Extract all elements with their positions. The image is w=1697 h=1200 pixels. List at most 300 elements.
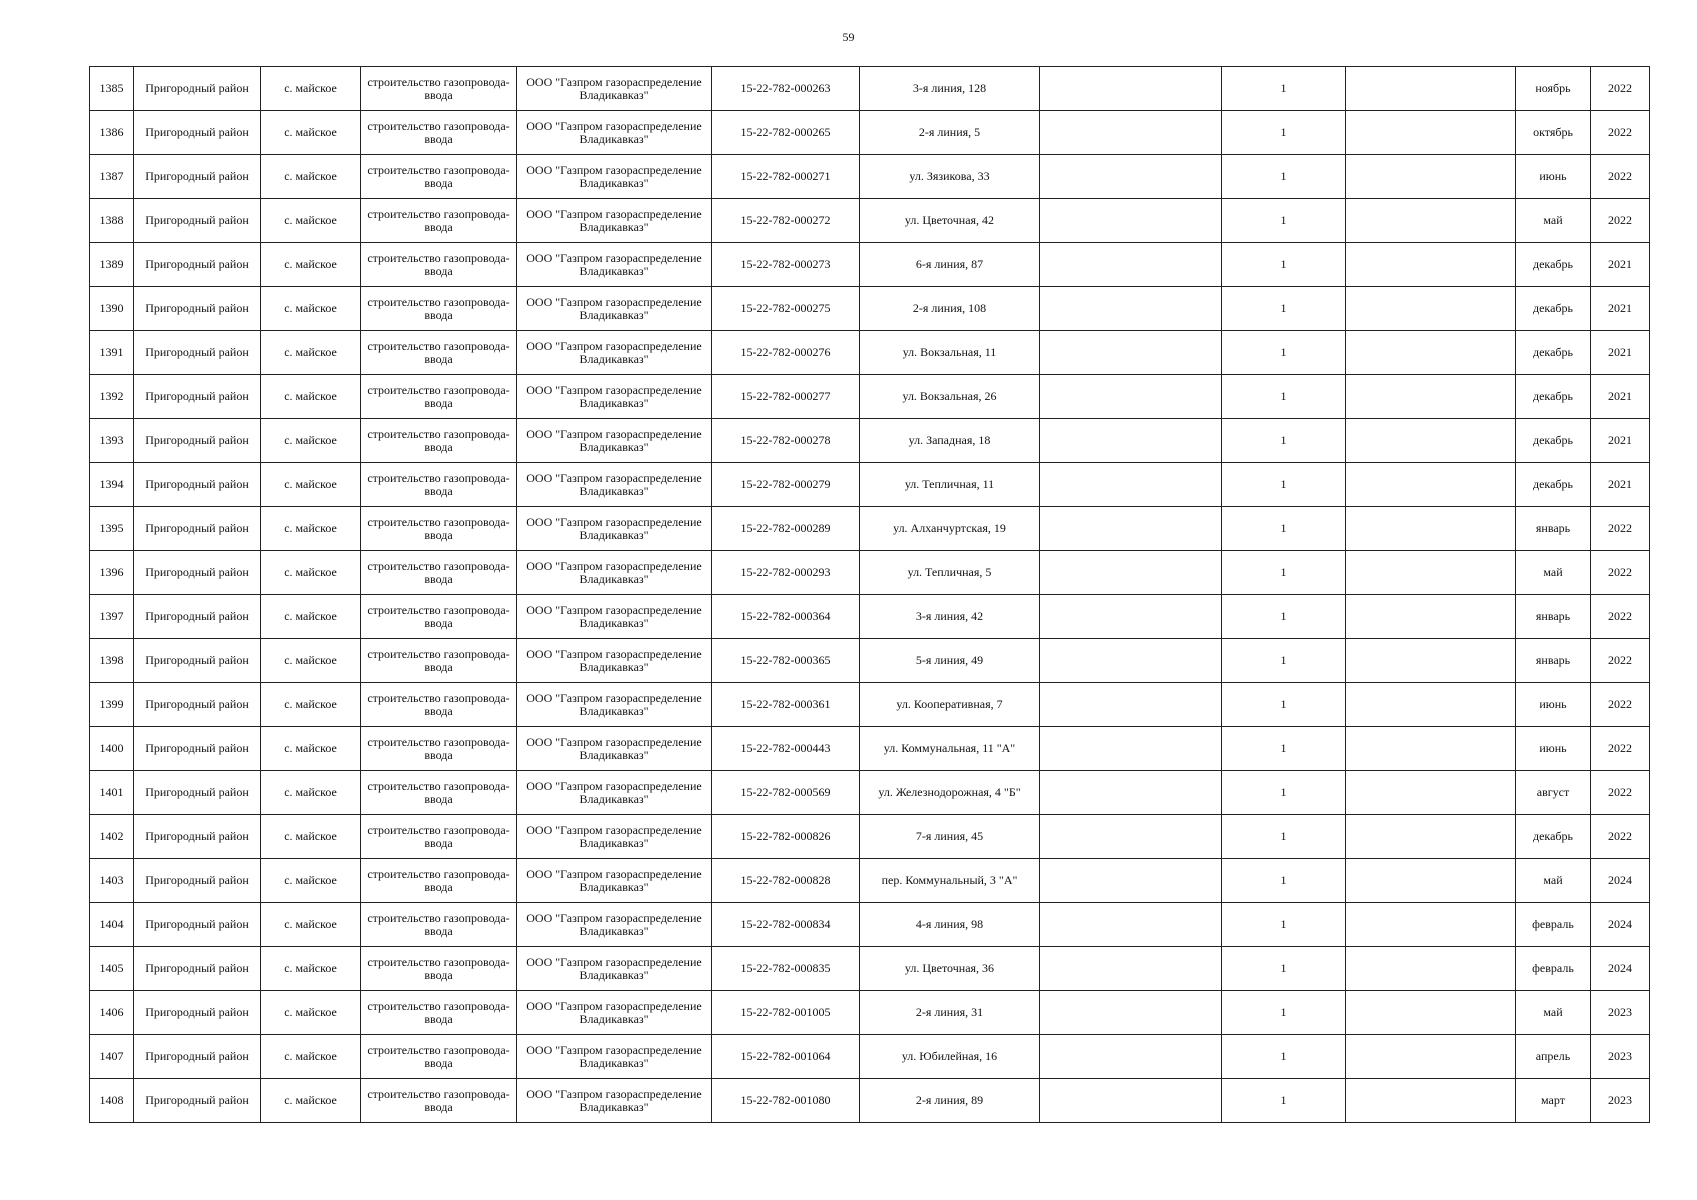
work-type-cell: строительство газопровода-ввода <box>361 155 517 199</box>
empty-cell-b <box>1346 815 1516 859</box>
quantity-cell: 1 <box>1222 155 1346 199</box>
year-cell: 2023 <box>1591 1079 1650 1123</box>
organization-cell: ООО "Газпром газораспределение Владикавказ" <box>517 419 712 463</box>
organization-cell: ООО "Газпром газораспределение Владикавказ" <box>517 243 712 287</box>
quantity-cell: 1 <box>1222 595 1346 639</box>
quantity-cell: 1 <box>1222 463 1346 507</box>
settlement-cell: с. майское <box>261 903 361 947</box>
year-cell: 2022 <box>1591 155 1650 199</box>
empty-cell-a <box>1040 991 1222 1035</box>
row-number-cell: 1390 <box>90 287 134 331</box>
year-cell: 2022 <box>1591 507 1650 551</box>
row-number-cell: 1407 <box>90 1035 134 1079</box>
work-type-cell: строительство газопровода-ввода <box>361 287 517 331</box>
district-cell: Пригородный район <box>134 507 261 551</box>
empty-cell-a <box>1040 375 1222 419</box>
organization-cell: ООО "Газпром газораспределение Владикавказ" <box>517 375 712 419</box>
month-cell: декабрь <box>1516 287 1591 331</box>
month-cell: декабрь <box>1516 815 1591 859</box>
empty-cell-a <box>1040 815 1222 859</box>
application-number-cell: 15-22-782-000276 <box>712 331 860 375</box>
application-number-cell: 15-22-782-000265 <box>712 111 860 155</box>
table-row <box>90 1079 1650 1123</box>
year-cell: 2021 <box>1591 419 1650 463</box>
table-row <box>90 67 1650 111</box>
year-cell: 2022 <box>1591 683 1650 727</box>
row-number-cell: 1400 <box>90 727 134 771</box>
empty-cell-b <box>1346 1035 1516 1079</box>
table-row <box>90 991 1650 1035</box>
table-row <box>90 683 1650 727</box>
year-cell: 2021 <box>1591 287 1650 331</box>
quantity-cell: 1 <box>1222 991 1346 1035</box>
table-row <box>90 375 1650 419</box>
empty-cell-b <box>1346 111 1516 155</box>
application-number-cell: 15-22-782-000263 <box>712 67 860 111</box>
empty-cell-a <box>1040 947 1222 991</box>
empty-cell-a <box>1040 639 1222 683</box>
settlement-cell: с. майское <box>261 815 361 859</box>
settlement-cell: с. майское <box>261 463 361 507</box>
month-cell: ноябрь <box>1516 67 1591 111</box>
table-row <box>90 507 1650 551</box>
quantity-cell: 1 <box>1222 375 1346 419</box>
work-type-cell: строительство газопровода-ввода <box>361 375 517 419</box>
empty-cell-a <box>1040 419 1222 463</box>
table-row <box>90 287 1650 331</box>
empty-cell-a <box>1040 727 1222 771</box>
settlement-cell: с. майское <box>261 595 361 639</box>
settlement-cell: с. майское <box>261 111 361 155</box>
quantity-cell: 1 <box>1222 199 1346 243</box>
address-cell: ул. Коммунальная, 11 "А" <box>860 727 1040 771</box>
address-cell: 2-я линия, 89 <box>860 1079 1040 1123</box>
work-type-cell: строительство газопровода-ввода <box>361 947 517 991</box>
empty-cell-b <box>1346 287 1516 331</box>
application-number-cell: 15-22-782-001005 <box>712 991 860 1035</box>
empty-cell-b <box>1346 507 1516 551</box>
month-cell: декабрь <box>1516 419 1591 463</box>
empty-cell-a <box>1040 683 1222 727</box>
empty-cell-a <box>1040 331 1222 375</box>
empty-cell-a <box>1040 859 1222 903</box>
settlement-cell: с. майское <box>261 419 361 463</box>
row-number-cell: 1402 <box>90 815 134 859</box>
settlement-cell: с. майское <box>261 551 361 595</box>
work-type-cell: строительство газопровода-ввода <box>361 859 517 903</box>
quantity-cell: 1 <box>1222 903 1346 947</box>
month-cell: февраль <box>1516 947 1591 991</box>
work-type-cell: строительство газопровода-ввода <box>361 595 517 639</box>
organization-cell: ООО "Газпром газораспределение Владикавказ" <box>517 199 712 243</box>
organization-cell: ООО "Газпром газораспределение Владикавказ" <box>517 1079 712 1123</box>
organization-cell: ООО "Газпром газораспределение Владикавказ" <box>517 771 712 815</box>
organization-cell: ООО "Газпром газораспределение Владикавказ" <box>517 903 712 947</box>
settlement-cell: с. майское <box>261 1079 361 1123</box>
month-cell: июнь <box>1516 155 1591 199</box>
year-cell: 2021 <box>1591 331 1650 375</box>
district-cell: Пригородный район <box>134 727 261 771</box>
work-type-cell: строительство газопровода-ввода <box>361 551 517 595</box>
application-number-cell: 15-22-782-000278 <box>712 419 860 463</box>
month-cell: март <box>1516 1079 1591 1123</box>
work-type-cell: строительство газопровода-ввода <box>361 771 517 815</box>
month-cell: декабрь <box>1516 243 1591 287</box>
address-cell: 6-я линия, 87 <box>860 243 1040 287</box>
organization-cell: ООО "Газпром газораспределение Владикавказ" <box>517 67 712 111</box>
row-number-cell: 1399 <box>90 683 134 727</box>
address-cell: ул. Вокзальная, 26 <box>860 375 1040 419</box>
empty-cell-b <box>1346 199 1516 243</box>
address-cell: 2-я линия, 31 <box>860 991 1040 1035</box>
year-cell: 2021 <box>1591 463 1650 507</box>
address-cell: ул. Юбилейная, 16 <box>860 1035 1040 1079</box>
table-row <box>90 551 1650 595</box>
row-number-cell: 1405 <box>90 947 134 991</box>
quantity-cell: 1 <box>1222 331 1346 375</box>
month-cell: декабрь <box>1516 331 1591 375</box>
work-type-cell: строительство газопровода-ввода <box>361 243 517 287</box>
settlement-cell: с. майское <box>261 771 361 815</box>
table-body <box>90 67 1650 1123</box>
organization-cell: ООО "Газпром газораспределение Владикавказ" <box>517 551 712 595</box>
address-cell: 3-я линия, 42 <box>860 595 1040 639</box>
empty-cell-b <box>1346 683 1516 727</box>
district-cell: Пригородный район <box>134 111 261 155</box>
application-number-cell: 15-22-782-000828 <box>712 859 860 903</box>
address-cell: 5-я линия, 49 <box>860 639 1040 683</box>
district-cell: Пригородный район <box>134 595 261 639</box>
empty-cell-a <box>1040 771 1222 815</box>
organization-cell: ООО "Газпром газораспределение Владикавказ" <box>517 815 712 859</box>
year-cell: 2022 <box>1591 815 1650 859</box>
table-row <box>90 771 1650 815</box>
row-number-cell: 1391 <box>90 331 134 375</box>
work-type-cell: строительство газопровода-ввода <box>361 1079 517 1123</box>
district-cell: Пригородный район <box>134 331 261 375</box>
table-row <box>90 947 1650 991</box>
application-number-cell: 15-22-782-000289 <box>712 507 860 551</box>
settlement-cell: с. майское <box>261 287 361 331</box>
settlement-cell: с. майское <box>261 727 361 771</box>
application-number-cell: 15-22-782-000273 <box>712 243 860 287</box>
empty-cell-a <box>1040 463 1222 507</box>
year-cell: 2024 <box>1591 859 1650 903</box>
empty-cell-b <box>1346 243 1516 287</box>
work-type-cell: строительство газопровода-ввода <box>361 683 517 727</box>
year-cell: 2022 <box>1591 639 1650 683</box>
quantity-cell: 1 <box>1222 859 1346 903</box>
district-cell: Пригородный район <box>134 419 261 463</box>
settlement-cell: с. майское <box>261 243 361 287</box>
application-number-cell: 15-22-782-000443 <box>712 727 860 771</box>
settlement-cell: с. майское <box>261 683 361 727</box>
row-number-cell: 1394 <box>90 463 134 507</box>
application-number-cell: 15-22-782-000271 <box>712 155 860 199</box>
work-type-cell: строительство газопровода-ввода <box>361 199 517 243</box>
table-row <box>90 859 1650 903</box>
year-cell: 2023 <box>1591 991 1650 1035</box>
row-number-cell: 1403 <box>90 859 134 903</box>
table-row <box>90 463 1650 507</box>
settlement-cell: с. майское <box>261 1035 361 1079</box>
month-cell: январь <box>1516 639 1591 683</box>
table-row <box>90 903 1650 947</box>
month-cell: август <box>1516 771 1591 815</box>
quantity-cell: 1 <box>1222 1079 1346 1123</box>
address-cell: пер. Коммунальный, 3 "А" <box>860 859 1040 903</box>
empty-cell-a <box>1040 507 1222 551</box>
empty-cell-a <box>1040 903 1222 947</box>
district-cell: Пригородный район <box>134 463 261 507</box>
organization-cell: ООО "Газпром газораспределение Владикавказ" <box>517 859 712 903</box>
row-number-cell: 1408 <box>90 1079 134 1123</box>
address-cell: 2-я линия, 5 <box>860 111 1040 155</box>
year-cell: 2021 <box>1591 243 1650 287</box>
address-cell: ул. Кооперативная, 7 <box>860 683 1040 727</box>
page-number: 59 <box>842 30 855 44</box>
district-cell: Пригородный район <box>134 859 261 903</box>
table-row <box>90 111 1650 155</box>
month-cell: декабрь <box>1516 463 1591 507</box>
empty-cell-a <box>1040 551 1222 595</box>
empty-cell-a <box>1040 243 1222 287</box>
organization-cell: ООО "Газпром газораспределение Владикавказ" <box>517 947 712 991</box>
table-row <box>90 419 1650 463</box>
empty-cell-b <box>1346 727 1516 771</box>
application-number-cell: 15-22-782-000826 <box>712 815 860 859</box>
organization-cell: ООО "Газпром газораспределение Владикавказ" <box>517 463 712 507</box>
organization-cell: ООО "Газпром газораспределение Владикавказ" <box>517 155 712 199</box>
month-cell: апрель <box>1516 1035 1591 1079</box>
address-cell: 3-я линия, 128 <box>860 67 1040 111</box>
quantity-cell: 1 <box>1222 243 1346 287</box>
settlement-cell: с. майское <box>261 639 361 683</box>
district-cell: Пригородный район <box>134 67 261 111</box>
gas-connection-table <box>89 66 1650 1123</box>
address-cell: ул. Тепличная, 5 <box>860 551 1040 595</box>
settlement-cell: с. майское <box>261 991 361 1035</box>
row-number-cell: 1387 <box>90 155 134 199</box>
work-type-cell: строительство газопровода-ввода <box>361 331 517 375</box>
table-row <box>90 815 1650 859</box>
row-number-cell: 1386 <box>90 111 134 155</box>
empty-cell-b <box>1346 771 1516 815</box>
application-number-cell: 15-22-782-000569 <box>712 771 860 815</box>
district-cell: Пригородный район <box>134 991 261 1035</box>
month-cell: май <box>1516 551 1591 595</box>
row-number-cell: 1401 <box>90 771 134 815</box>
year-cell: 2022 <box>1591 199 1650 243</box>
quantity-cell: 1 <box>1222 287 1346 331</box>
application-number-cell: 15-22-782-001080 <box>712 1079 860 1123</box>
empty-cell-b <box>1346 331 1516 375</box>
application-number-cell: 15-22-782-000834 <box>712 903 860 947</box>
district-cell: Пригородный район <box>134 1079 261 1123</box>
application-number-cell: 15-22-782-000272 <box>712 199 860 243</box>
table-row <box>90 199 1650 243</box>
year-cell: 2022 <box>1591 111 1650 155</box>
year-cell: 2022 <box>1591 727 1650 771</box>
table-row <box>90 1035 1650 1079</box>
month-cell: январь <box>1516 595 1591 639</box>
table-row <box>90 331 1650 375</box>
address-cell: ул. Зязикова, 33 <box>860 155 1040 199</box>
address-cell: 2-я линия, 108 <box>860 287 1040 331</box>
address-cell: ул. Цветочная, 42 <box>860 199 1040 243</box>
organization-cell: ООО "Газпром газораспределение Владикавказ" <box>517 595 712 639</box>
quantity-cell: 1 <box>1222 639 1346 683</box>
row-number-cell: 1395 <box>90 507 134 551</box>
district-cell: Пригородный район <box>134 683 261 727</box>
work-type-cell: строительство газопровода-ввода <box>361 1035 517 1079</box>
month-cell: июнь <box>1516 727 1591 771</box>
application-number-cell: 15-22-782-000275 <box>712 287 860 331</box>
month-cell: июнь <box>1516 683 1591 727</box>
empty-cell-b <box>1346 991 1516 1035</box>
table-row <box>90 243 1650 287</box>
row-number-cell: 1385 <box>90 67 134 111</box>
empty-cell-b <box>1346 947 1516 991</box>
quantity-cell: 1 <box>1222 507 1346 551</box>
application-number-cell: 15-22-782-000835 <box>712 947 860 991</box>
empty-cell-b <box>1346 155 1516 199</box>
organization-cell: ООО "Газпром газораспределение Владикавказ" <box>517 287 712 331</box>
address-cell: ул. Тепличная, 11 <box>860 463 1040 507</box>
organization-cell: ООО "Газпром газораспределение Владикавказ" <box>517 639 712 683</box>
district-cell: Пригородный район <box>134 551 261 595</box>
application-number-cell: 15-22-782-001064 <box>712 1035 860 1079</box>
row-number-cell: 1398 <box>90 639 134 683</box>
month-cell: май <box>1516 859 1591 903</box>
row-number-cell: 1406 <box>90 991 134 1035</box>
empty-cell-a <box>1040 1035 1222 1079</box>
application-number-cell: 15-22-782-000277 <box>712 375 860 419</box>
table-row <box>90 639 1650 683</box>
year-cell: 2024 <box>1591 947 1650 991</box>
work-type-cell: строительство газопровода-ввода <box>361 903 517 947</box>
empty-cell-a <box>1040 155 1222 199</box>
empty-cell-b <box>1346 551 1516 595</box>
work-type-cell: строительство газопровода-ввода <box>361 639 517 683</box>
work-type-cell: строительство газопровода-ввода <box>361 111 517 155</box>
organization-cell: ООО "Газпром газораспределение Владикавказ" <box>517 1035 712 1079</box>
year-cell: 2022 <box>1591 771 1650 815</box>
settlement-cell: с. майское <box>261 507 361 551</box>
application-number-cell: 15-22-782-000365 <box>712 639 860 683</box>
organization-cell: ООО "Газпром газораспределение Владикавказ" <box>517 991 712 1035</box>
empty-cell-a <box>1040 287 1222 331</box>
application-number-cell: 15-22-782-000361 <box>712 683 860 727</box>
district-cell: Пригородный район <box>134 639 261 683</box>
district-cell: Пригородный район <box>134 155 261 199</box>
quantity-cell: 1 <box>1222 727 1346 771</box>
year-cell: 2022 <box>1591 551 1650 595</box>
year-cell: 2023 <box>1591 1035 1650 1079</box>
empty-cell-a <box>1040 199 1222 243</box>
empty-cell-b <box>1346 903 1516 947</box>
row-number-cell: 1389 <box>90 243 134 287</box>
district-cell: Пригородный район <box>134 287 261 331</box>
quantity-cell: 1 <box>1222 111 1346 155</box>
address-cell: 4-я линия, 98 <box>860 903 1040 947</box>
district-cell: Пригородный район <box>134 903 261 947</box>
year-cell: 2022 <box>1591 595 1650 639</box>
application-number-cell: 15-22-782-000364 <box>712 595 860 639</box>
work-type-cell: строительство газопровода-ввода <box>361 67 517 111</box>
organization-cell: ООО "Газпром газораспределение Владикавказ" <box>517 727 712 771</box>
work-type-cell: строительство газопровода-ввода <box>361 727 517 771</box>
empty-cell-b <box>1346 595 1516 639</box>
quantity-cell: 1 <box>1222 419 1346 463</box>
district-cell: Пригородный район <box>134 771 261 815</box>
month-cell: октябрь <box>1516 111 1591 155</box>
row-number-cell: 1397 <box>90 595 134 639</box>
table-row <box>90 155 1650 199</box>
district-cell: Пригородный район <box>134 1035 261 1079</box>
table-row <box>90 727 1650 771</box>
quantity-cell: 1 <box>1222 771 1346 815</box>
settlement-cell: с. майское <box>261 947 361 991</box>
quantity-cell: 1 <box>1222 1035 1346 1079</box>
year-cell: 2022 <box>1591 67 1650 111</box>
district-cell: Пригородный район <box>134 243 261 287</box>
empty-cell-b <box>1346 463 1516 507</box>
work-type-cell: строительство газопровода-ввода <box>361 507 517 551</box>
empty-cell-b <box>1346 419 1516 463</box>
address-cell: ул. Железнодорожная, 4 "Б" <box>860 771 1040 815</box>
settlement-cell: с. майское <box>261 67 361 111</box>
work-type-cell: строительство газопровода-ввода <box>361 815 517 859</box>
empty-cell-a <box>1040 111 1222 155</box>
quantity-cell: 1 <box>1222 815 1346 859</box>
district-cell: Пригородный район <box>134 375 261 419</box>
month-cell: февраль <box>1516 903 1591 947</box>
empty-cell-b <box>1346 859 1516 903</box>
address-cell: 7-я линия, 45 <box>860 815 1040 859</box>
settlement-cell: с. майское <box>261 155 361 199</box>
month-cell: май <box>1516 199 1591 243</box>
organization-cell: ООО "Газпром газораспределение Владикавказ" <box>517 111 712 155</box>
work-type-cell: строительство газопровода-ввода <box>361 991 517 1035</box>
quantity-cell: 1 <box>1222 947 1346 991</box>
address-cell: ул. Цветочная, 36 <box>860 947 1040 991</box>
district-cell: Пригородный район <box>134 199 261 243</box>
empty-cell-b <box>1346 1079 1516 1123</box>
empty-cell-b <box>1346 375 1516 419</box>
row-number-cell: 1393 <box>90 419 134 463</box>
empty-cell-b <box>1346 67 1516 111</box>
address-cell: ул. Вокзальная, 11 <box>860 331 1040 375</box>
row-number-cell: 1388 <box>90 199 134 243</box>
row-number-cell: 1396 <box>90 551 134 595</box>
address-cell: ул. Алханчуртская, 19 <box>860 507 1040 551</box>
quantity-cell: 1 <box>1222 551 1346 595</box>
month-cell: январь <box>1516 507 1591 551</box>
work-type-cell: строительство газопровода-ввода <box>361 419 517 463</box>
empty-cell-a <box>1040 1079 1222 1123</box>
organization-cell: ООО "Газпром газораспределение Владикавказ" <box>517 507 712 551</box>
row-number-cell: 1392 <box>90 375 134 419</box>
row-number-cell: 1404 <box>90 903 134 947</box>
settlement-cell: с. майское <box>261 859 361 903</box>
organization-cell: ООО "Газпром газораспределение Владикавказ" <box>517 331 712 375</box>
year-cell: 2024 <box>1591 903 1650 947</box>
application-number-cell: 15-22-782-000279 <box>712 463 860 507</box>
work-type-cell: строительство газопровода-ввода <box>361 463 517 507</box>
district-cell: Пригородный район <box>134 815 261 859</box>
empty-cell-a <box>1040 595 1222 639</box>
